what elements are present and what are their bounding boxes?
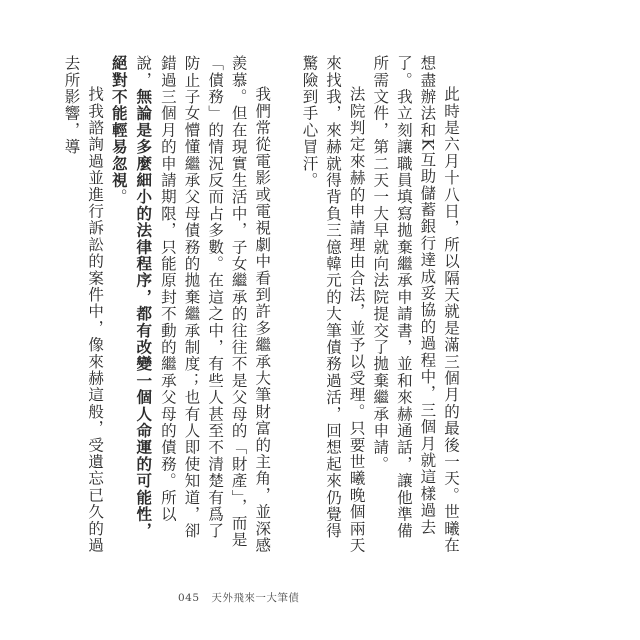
body-text (59, 55, 462, 555)
running-title: 天外飛來一大筆債 (211, 592, 300, 604)
page-number: 045 (178, 592, 200, 604)
paragraph-3-end: 。 (109, 188, 128, 206)
paragraph-3-emphasis: 無論是多麼細小的法律程序，都有改變一個人命運的可能性，絕對不能輕易忽視 (109, 55, 154, 540)
paragraph-2 (297, 55, 368, 555)
paragraph-4-text: 找我諮詢過並進行訴訟的案件中，像來赫這般，受遺忘已久的過去所影響，導 (62, 55, 105, 554)
page-footer (178, 590, 299, 605)
paragraph-3-text: 我們常從電影或電視劇中看到許多繼承大筆財富的主角，並深感羨慕。但在現實生活中，子女繼承的往往不是父母的「財產」，而是「債務」的情況反而占多數。在這之中，有些人甚至不清楚有爲了防止子女懵懂繼承父母債務的拋棄繼承制度；也有人即使知道，卻錯過三個月的申請期限，只能原封不動的繼承父母的債務。所以說， (134, 55, 272, 554)
paragraph-1 (368, 55, 462, 555)
paragraph-3 (106, 55, 273, 555)
paragraph-1-text: 此時是六月十八日，所以隔天就是滿三個月的最後一天。世曦在想盡辦法和K互助儲蓄銀行達成妥協的過程中，三個月就這樣過去了。我立刻讓職員填寫拋棄繼承申請書，並和來赫通話，讓他準備所需文件，第二天一大早就向法院提交了拋棄繼承申請。 (371, 55, 460, 554)
paragraph-2-text: 法院判定來赫的申請理由合法，並予以受理。只要世曦晚個兩天來找我，來赫就得背負三億韓元的大筆債務過活，回想起來仍覺得驚險到手心冒汗。 (300, 55, 366, 554)
paragraph-4 (59, 55, 106, 555)
